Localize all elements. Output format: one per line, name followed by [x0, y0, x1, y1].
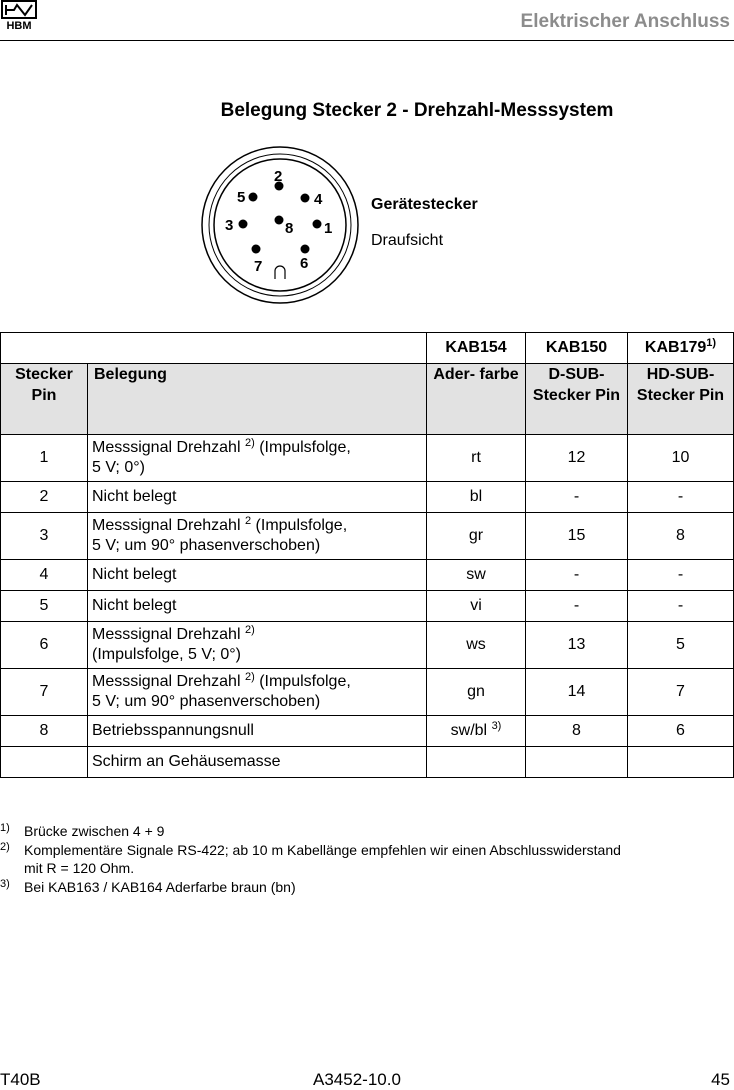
header-divider: [0, 40, 734, 41]
cell-dsub: 15: [526, 513, 628, 560]
footer-product: T40B: [0, 1070, 41, 1089]
cell-pin: 3: [1, 513, 88, 560]
cell-hdsub: -: [628, 591, 734, 622]
cell-dsub: 8: [526, 716, 628, 747]
cell-wire-color: gr: [427, 513, 526, 560]
cell-wire-color: bl: [427, 482, 526, 513]
cable-kab150: KAB150: [526, 333, 628, 364]
cell-hdsub: 10: [628, 435, 734, 482]
table-row: [1, 560, 734, 591]
table-row: [1, 622, 734, 669]
pin-label-4: 4: [314, 191, 323, 208]
cell-dsub: 13: [526, 622, 628, 669]
col-header-dsub: D-SUB- Stecker Pin: [526, 364, 628, 435]
footnote-2: 2) Komplementäre Signale RS-422; ab 10 m Kabellänge empfehlen wir einen Abschlusswiderstand mit R = 120 Ohm.: [0, 841, 621, 876]
pin-label-7: 7: [254, 258, 263, 275]
cell-pin: 4: [1, 560, 88, 591]
cell-pin: [1, 747, 88, 778]
cell-wire-color: rt: [427, 435, 526, 482]
cell-dsub: -: [526, 591, 628, 622]
column-header-row: [1, 364, 734, 435]
cell-dsub: -: [526, 560, 628, 591]
table-row: [1, 747, 734, 778]
cell-assignment: Nicht belegt: [88, 482, 427, 513]
footnotes: [0, 822, 734, 897]
cell-pin: 7: [1, 669, 88, 716]
cell-dsub: 14: [526, 669, 628, 716]
footnote-1: 1) Brücke zwischen 4 + 9: [0, 822, 165, 839]
cell-dsub: [526, 747, 628, 778]
connector-view-label: Draufsicht: [371, 232, 444, 249]
cell-hdsub: 7: [628, 669, 734, 716]
cell-dsub: 12: [526, 435, 628, 482]
cell-hdsub: [628, 747, 734, 778]
cell-dsub: -: [526, 482, 628, 513]
cable-header-row: [1, 333, 734, 364]
pin-label-6: 6: [300, 255, 309, 272]
table-row: [1, 591, 734, 622]
pin-label-3: 3: [225, 217, 234, 234]
page-title: Belegung Stecker 2 - Drehzahl-Messsystem: [220, 100, 614, 121]
cell-hdsub: 6: [628, 716, 734, 747]
pin-label-5: 5: [237, 189, 246, 206]
connector-label: Gerätestecker: [371, 196, 478, 213]
pin-6-dot: [301, 245, 310, 254]
section-title: Elektrischer Anschluss: [520, 11, 730, 32]
hbm-logo: [1, 0, 39, 30]
table-row: [1, 716, 734, 747]
col-header-hdsub: HD-SUB- Stecker Pin: [628, 364, 734, 435]
cell-hdsub: -: [628, 560, 734, 591]
pin-label-1: 1: [324, 220, 333, 237]
pin-assignment-table: [0, 332, 734, 778]
cell-assignment: Nicht belegt: [88, 591, 427, 622]
pin-label-2: 2: [274, 168, 283, 185]
col-header-pin: Stecker Pin: [1, 364, 88, 435]
col-header-wire-color: Ader- farbe: [427, 364, 526, 435]
cell-pin: 6: [1, 622, 88, 669]
cell-assignment: Schirm an Gehäusemasse: [88, 747, 427, 778]
table-row: [1, 513, 734, 560]
cell-pin: 5: [1, 591, 88, 622]
pin-5-dot: [249, 193, 258, 202]
table-row: [1, 669, 734, 716]
col-header-assignment: Belegung: [88, 364, 427, 435]
footnote-3: 3) Bei KAB163 / KAB164 Aderfarbe braun (bn): [0, 878, 296, 895]
cell-pin: 2: [1, 482, 88, 513]
cell-assignment: Messsignal Drehzahl $^{2)}$ (Impulsfolge, 5 V; 0°): [88, 435, 427, 482]
cable-header-empty: [1, 333, 427, 364]
cell-wire-color: sw/bl $^{3)}$: [427, 716, 526, 747]
cable-kab179-label: KAB179: [644, 339, 707, 356]
logo-text: HBM: [6, 20, 32, 30]
pin-8-dot: [275, 216, 284, 225]
pin-1-dot: [313, 220, 322, 229]
key-notch: [275, 266, 285, 279]
cell-assignment: Messsignal Drehzahl $^2$ (Impulsfolge, 5 V; um 90° phasenverschoben): [88, 513, 427, 560]
cell-assignment: Betriebsspannungsnull: [88, 716, 427, 747]
cell-hdsub: -: [628, 482, 734, 513]
cell-wire-color: vi: [427, 591, 526, 622]
footer-page-number: 45: [711, 1070, 730, 1089]
cell-hdsub: 8: [628, 513, 734, 560]
connector-diagram: [195, 140, 365, 310]
pin-4-dot: [301, 194, 310, 203]
cable-kab179-note: 1): [706, 337, 717, 349]
cable-kab179: [628, 333, 734, 364]
cell-wire-color: sw: [427, 560, 526, 591]
cell-assignment: Nicht belegt: [88, 560, 427, 591]
pin-3-dot: [239, 220, 248, 229]
cell-hdsub: 5: [628, 622, 734, 669]
cell-assignment: Messsignal Drehzahl $^{2)}$ (Impulsfolge, 5 V; 0°): [88, 622, 427, 669]
table-row: [1, 435, 734, 482]
cable-kab154: KAB154: [427, 333, 526, 364]
cell-pin: 1: [1, 435, 88, 482]
pin-7-dot: [252, 245, 261, 254]
cell-wire-color: gn: [427, 669, 526, 716]
pin-label-8: 8: [285, 220, 294, 237]
table-row: [1, 482, 734, 513]
cell-wire-color: [427, 747, 526, 778]
cell-wire-color: ws: [427, 622, 526, 669]
footer-doc-number: A3452-10.0: [313, 1070, 401, 1089]
cell-pin: 8: [1, 716, 88, 747]
cell-assignment: Messsignal Drehzahl $^{2)}$ (Impulsfolge, 5 V; um 90° phasenverschoben): [88, 669, 427, 716]
